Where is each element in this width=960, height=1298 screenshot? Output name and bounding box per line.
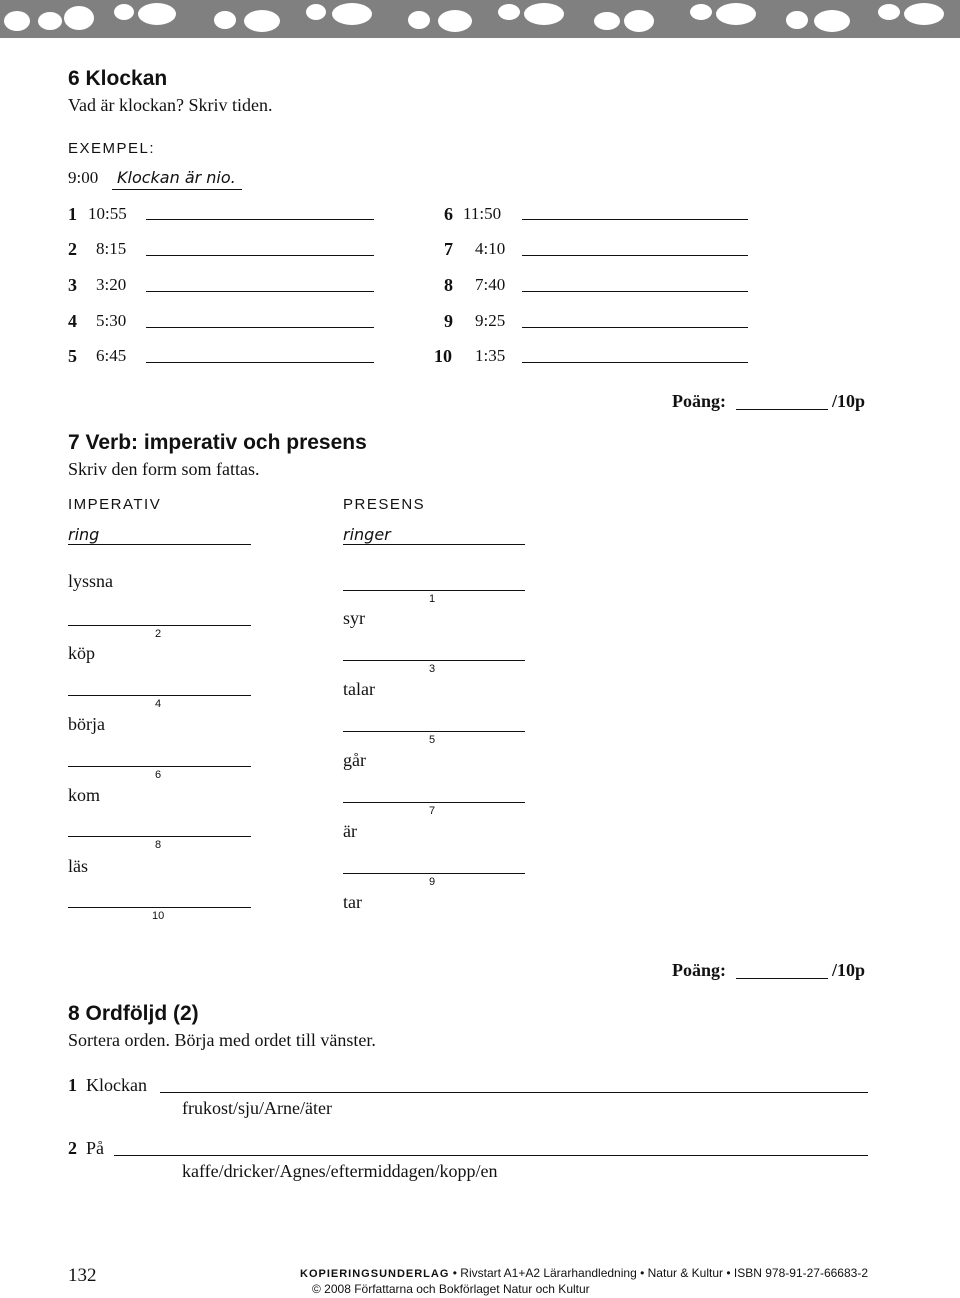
example-time: 9:00 <box>68 168 99 187</box>
line-number: 5 <box>429 734 436 746</box>
word-list: kaffe/dricker/Agnes/eftermiddagen/kopp/en <box>182 1161 498 1181</box>
item-number: 8 <box>444 275 453 295</box>
example-answer: Klockan är nio. <box>117 168 236 187</box>
exercise8-title: 8 Ordföljd (2) <box>68 1002 199 1025</box>
page-number: 132 <box>68 1265 97 1286</box>
exercise6-instruction: Vad är klockan? Skriv tiden. <box>68 95 273 115</box>
bullet-separator: • <box>452 1266 461 1280</box>
footer-text: Rivstart A1+A2 Lärarhandledning <box>460 1266 637 1280</box>
start-word: På <box>86 1138 104 1158</box>
footer-isbn: ISBN 978-91-27-66683-2 <box>733 1266 868 1280</box>
answer-line[interactable] <box>146 255 374 256</box>
answer-line[interactable] <box>343 731 525 732</box>
imperativ-word: köp <box>68 643 95 663</box>
item-number: 7 <box>444 239 453 259</box>
line-number: 10 <box>152 910 165 922</box>
presens-word: är <box>343 821 357 841</box>
decorative-dot <box>214 11 236 29</box>
example-presens: ringer <box>343 525 391 544</box>
decorative-dot <box>786 11 808 29</box>
decorative-dot <box>878 4 900 20</box>
item-number: 1 <box>68 204 77 224</box>
bullet-separator: • <box>726 1266 734 1280</box>
answer-line[interactable] <box>146 362 374 363</box>
decorative-dot <box>408 11 430 29</box>
answer-line[interactable] <box>146 327 374 328</box>
item-number: 2 <box>68 1138 77 1158</box>
exercise7-instruction: Skriv den form som fattas. <box>68 459 260 479</box>
word-list: frukost/sju/Arne/äter <box>182 1098 332 1118</box>
imperativ-word: börja <box>68 714 105 734</box>
exercise8-instruction: Sortera orden. Börja med ordet till vänster. <box>68 1030 376 1050</box>
score-label: Poäng: <box>672 960 726 980</box>
decorative-dot <box>38 12 62 30</box>
score-line[interactable] <box>736 409 828 410</box>
decorative-dot <box>524 3 564 25</box>
header-band <box>0 0 960 38</box>
col-presens-header: PRESENS <box>343 496 426 513</box>
answer-line[interactable] <box>114 1155 868 1156</box>
answer-line[interactable] <box>522 327 748 328</box>
item-number: 9 <box>444 311 453 331</box>
bullet-separator: • <box>640 1266 648 1280</box>
answer-line[interactable] <box>68 907 251 908</box>
example-imperativ: ring <box>68 525 100 544</box>
item-number: 10 <box>434 346 452 366</box>
imperativ-word: lyssna <box>68 571 113 591</box>
answer-line[interactable] <box>160 1092 868 1093</box>
answer-line[interactable] <box>522 219 748 220</box>
footer-label: KOPIERINGSUNDERLAG <box>300 1268 450 1280</box>
item-time: 4:10 <box>475 239 506 258</box>
answer-line[interactable] <box>343 873 525 874</box>
score-label: Poäng: <box>672 391 726 411</box>
item-time: 10:55 <box>88 204 127 223</box>
item-number: 4 <box>68 311 77 331</box>
item-number: 2 <box>68 239 77 259</box>
exercise7-title: 7 Verb: imperativ och presens <box>68 431 367 454</box>
decorative-dot <box>306 4 326 20</box>
item-time: 1:35 <box>475 346 506 365</box>
example-imperativ-line <box>68 544 251 545</box>
presens-word: tar <box>343 892 362 912</box>
answer-line[interactable] <box>522 255 748 256</box>
answer-line[interactable] <box>68 625 251 626</box>
decorative-dot <box>64 6 94 30</box>
line-number: 2 <box>155 628 162 640</box>
start-word: Klockan <box>86 1075 147 1095</box>
item-time: 7:40 <box>475 275 506 294</box>
line-number: 8 <box>155 839 162 851</box>
col-imperativ-header: IMPERATIV <box>68 496 162 513</box>
decorative-dot <box>594 12 620 30</box>
answer-line[interactable] <box>343 802 525 803</box>
line-number: 6 <box>155 769 162 781</box>
exercise6-title: 6 Klockan <box>68 67 168 90</box>
footer-copyright: © 2008 Författarna och Bokförlaget Natur och Kultur <box>312 1282 590 1296</box>
item-time: 8:15 <box>96 239 127 258</box>
example-presens-line <box>343 544 525 545</box>
answer-line[interactable] <box>522 362 748 363</box>
example-answer-line <box>112 189 242 190</box>
answer-line[interactable] <box>343 660 525 661</box>
example-label: EXEMPEL: <box>68 140 156 157</box>
decorative-dot <box>4 11 30 31</box>
footer-line <box>300 1266 868 1280</box>
item-number: 5 <box>68 346 77 366</box>
item-time: 3:20 <box>96 275 127 294</box>
decorative-dot <box>138 3 176 25</box>
item-number: 3 <box>68 275 77 295</box>
line-number: 7 <box>429 805 436 817</box>
imperativ-word: kom <box>68 785 101 805</box>
presens-word: går <box>343 750 366 770</box>
item-time: 9:25 <box>475 311 506 330</box>
line-number: 4 <box>155 698 162 710</box>
item-time: 5:30 <box>96 311 127 330</box>
decorative-dot <box>114 4 134 20</box>
presens-word: syr <box>343 608 365 628</box>
answer-line[interactable] <box>146 291 374 292</box>
item-time: 6:45 <box>96 346 127 365</box>
presens-word: talar <box>343 679 375 699</box>
imperativ-word: läs <box>68 856 88 876</box>
decorative-dot <box>716 3 756 25</box>
answer-line[interactable] <box>68 836 251 837</box>
item-number: 6 <box>444 204 453 224</box>
answer-line[interactable] <box>68 766 251 767</box>
decorative-dot <box>438 10 472 32</box>
decorative-dot <box>332 3 372 25</box>
score-line[interactable] <box>736 978 828 979</box>
footer-publisher: Natur & Kultur <box>647 1266 724 1280</box>
answer-line[interactable] <box>146 219 374 220</box>
decorative-dot <box>244 10 280 32</box>
line-number: 1 <box>429 593 436 605</box>
answer-line[interactable] <box>343 590 525 591</box>
score-total: /10p <box>832 391 866 411</box>
line-number: 9 <box>429 876 436 888</box>
decorative-dot <box>814 10 850 32</box>
decorative-dot <box>904 3 944 25</box>
item-number: 1 <box>68 1075 77 1095</box>
line-number: 3 <box>429 663 436 675</box>
score-total: /10p <box>832 960 866 980</box>
item-time: 11:50 <box>463 204 502 223</box>
decorative-dot <box>498 4 520 20</box>
answer-line[interactable] <box>68 695 251 696</box>
decorative-dot <box>690 4 712 20</box>
decorative-dot <box>624 10 654 32</box>
answer-line[interactable] <box>522 291 748 292</box>
